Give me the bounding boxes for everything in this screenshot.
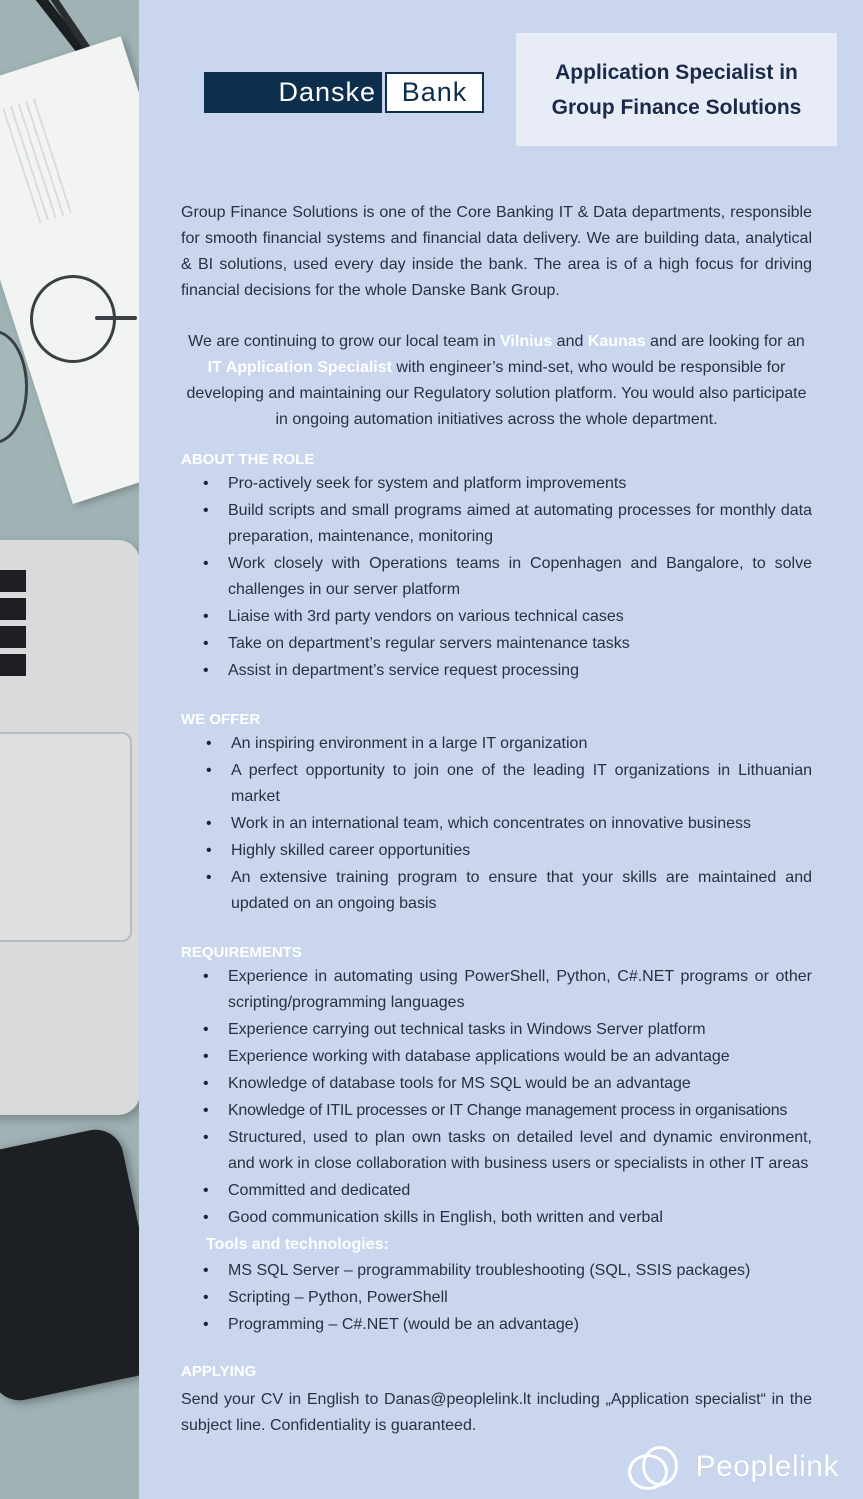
list-item: • Liaise with 3rd party vendors on various technical cases bbox=[181, 604, 812, 630]
list-item: • Highly skilled career opportunities bbox=[181, 838, 812, 864]
list-item: • Work in an international team, which concentrates on innovative business bbox=[181, 811, 812, 837]
desk-photo bbox=[0, 0, 139, 1499]
peoplelink-icon bbox=[624, 1444, 672, 1490]
list-item: • Build scripts and small programs aimed at automating processes for monthly data preparation, maintenance, monitoring bbox=[181, 498, 812, 550]
phone-image bbox=[0, 1125, 139, 1406]
requirements-list bbox=[181, 964, 812, 1231]
peoplelink-logo bbox=[624, 1440, 839, 1494]
list-item: • An inspiring environment in a large IT organization bbox=[181, 731, 812, 757]
tools-list bbox=[181, 1258, 812, 1338]
danske-bank-logo bbox=[204, 72, 484, 113]
list-item: • Committed and dedicated bbox=[181, 1178, 812, 1204]
job-title-box bbox=[516, 33, 837, 146]
list-item: • MS SQL Server – programmability troubleshooting (SQL, SSIS packages) bbox=[181, 1258, 812, 1284]
list-item: • A perfect opportunity to join one of the leading IT organizations in Lithuanian market bbox=[181, 758, 812, 810]
list-item: • Knowledge of ITIL processes or IT Change management process in organisations bbox=[181, 1098, 812, 1124]
offer-list bbox=[181, 731, 812, 917]
section-heading-requirements: REQUIREMENTS bbox=[181, 944, 302, 961]
job-title: Application Specialist in Group Finance Solutions bbox=[551, 60, 802, 119]
list-item: • Work closely with Operations teams in Copenhagen and Bangalore, to solve challenges in our server platform bbox=[181, 551, 812, 603]
list-item: • Scripting – Python, PowerShell bbox=[181, 1285, 812, 1311]
section-heading-role: ABOUT THE ROLE bbox=[181, 451, 315, 468]
list-item: • Pro-actively seek for system and platform improvements bbox=[181, 471, 812, 497]
team-paragraph: We are continuing to grow our local team in Vilnius and Kaunas and are looking for an IT Application Specialist with engineer’s mind-set, who would be responsible for developing and maintaining our Regulatory solution platform. You would also participate in ongoing automation initiatives across the whole department. bbox=[186, 333, 807, 428]
trackpad-image bbox=[0, 732, 132, 942]
list-item: • Knowledge of database tools for MS SQL would be an advantage bbox=[181, 1071, 812, 1097]
list-item: • Structured, used to plan own tasks on detailed level and dynamic environment, and work in close collaboration with business users or specialists in other IT areas bbox=[181, 1125, 812, 1177]
tools-heading: Tools and technologies: bbox=[206, 1236, 389, 1253]
peoplelink-brand: Peoplelink bbox=[695, 1450, 839, 1483]
logo-left-text: Danske bbox=[204, 72, 382, 113]
city-vilnius: Vilnius bbox=[500, 333, 553, 350]
applying-text: Send your CV in English to Danas@peoplelink.lt including „Application specialist“ in the subject line. Confidentiality is guaranteed. bbox=[181, 1391, 812, 1434]
list-item: • Experience carrying out technical tasks in Windows Server platform bbox=[181, 1017, 812, 1043]
section-heading-applying: APPLYING bbox=[181, 1363, 257, 1380]
city-kaunas: Kaunas bbox=[587, 333, 646, 350]
list-item: • An extensive training program to ensure that your skills are maintained and updated on an ongoing basis bbox=[181, 865, 812, 917]
list-item: • Experience in automating using PowerShell, Python, C#.NET programs or other scripting/programming languages bbox=[181, 964, 812, 1016]
role-list bbox=[181, 471, 812, 684]
job-description bbox=[181, 200, 812, 1439]
list-item: • Experience working with database applications would be an advantage bbox=[181, 1044, 812, 1070]
intro-paragraph: Group Finance Solutions is one of the Core Banking IT & Data departments, responsible for smooth financial systems and financial data delivery. We are building data, analytical & BI solutions, used every day inside the bank. The area is of a high focus for driving financial decisions for the whole Danske Bank Group. bbox=[181, 204, 812, 299]
list-item: • Assist in department’s service request processing bbox=[181, 658, 812, 684]
section-heading-offer: WE OFFER bbox=[181, 711, 261, 728]
keyboard-image bbox=[0, 570, 26, 680]
role-name: IT Application Specialist bbox=[207, 359, 392, 376]
list-item: • Programming – C#.NET (would be an advantage) bbox=[181, 1312, 812, 1338]
list-item: • Take on department’s regular servers maintenance tasks bbox=[181, 631, 812, 657]
logo-right-text: Bank bbox=[385, 72, 484, 113]
list-item: • Good communication skills in English, both written and verbal bbox=[181, 1205, 812, 1231]
